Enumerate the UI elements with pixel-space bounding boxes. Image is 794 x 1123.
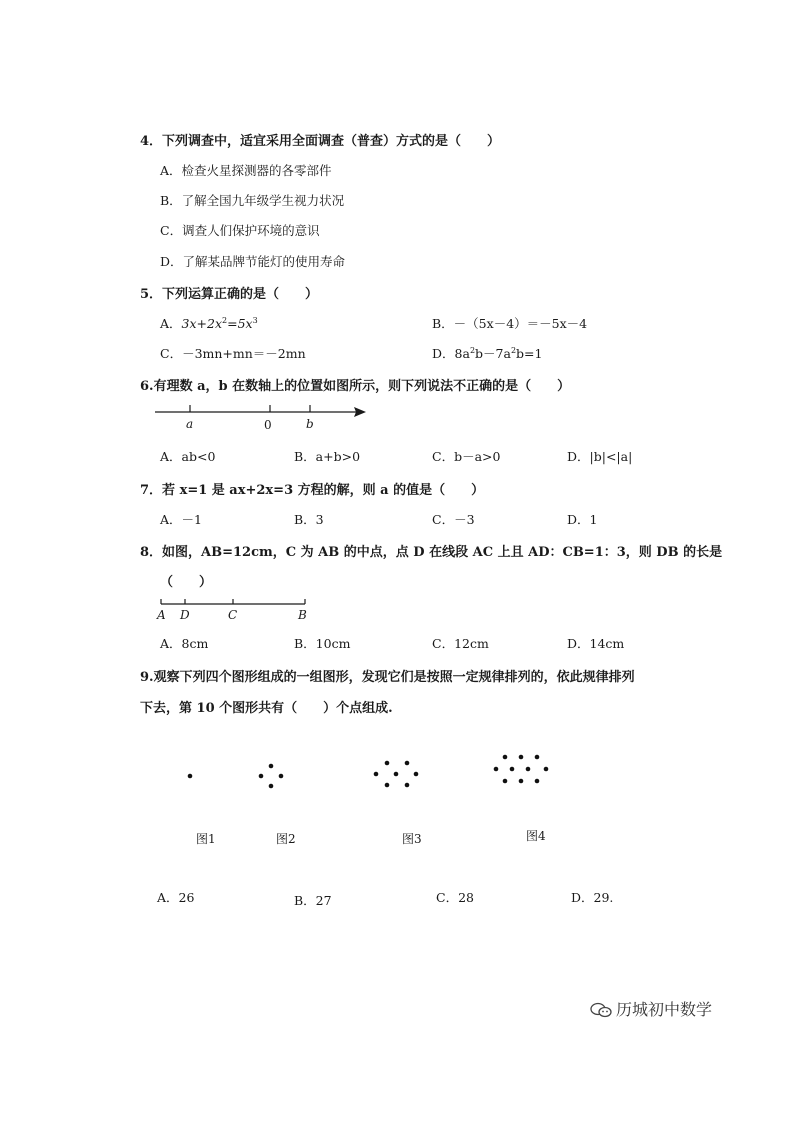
q6-option-a: A．ab<0 xyxy=(160,449,216,464)
q6-option-c: C．b－a>0 xyxy=(432,449,501,464)
q8-option-d: D．14cm xyxy=(567,636,625,651)
q5-stem: 5．下列运算正确的是（ ） xyxy=(140,287,319,302)
q7-option-c: C．－3 xyxy=(432,512,475,527)
figure4-dot xyxy=(526,767,531,772)
figure3-dot xyxy=(405,761,410,766)
q8-option-a: A．8cm xyxy=(160,636,209,651)
figure4-dot xyxy=(503,755,508,760)
figure4-dot xyxy=(519,755,524,760)
axis-label-zero: 0 xyxy=(264,418,272,432)
figure4-dot xyxy=(510,767,515,772)
watermark-text: 历城初中数学 xyxy=(616,1000,713,1019)
figure1-dot xyxy=(188,774,193,779)
figure3-caption: 图3 xyxy=(402,832,422,846)
figure3-dot xyxy=(405,783,410,788)
q5-option-d: D．$8a^2b-7a^2b=1$ xyxy=(432,346,543,361)
q9-option-b: B．27 xyxy=(294,893,332,908)
q9-option-c: C．28 xyxy=(436,890,474,905)
figure3-dot xyxy=(385,783,390,788)
q4-option-d: D．了解某品牌节能灯的使用寿命 xyxy=(160,254,346,269)
segment-label-b: B xyxy=(298,608,307,622)
q9-stem-line1: 9.观察下列四个图形组成的一组图形，发现它们是按照一定规律排列的，依此规律排列 xyxy=(140,670,635,685)
figure4-dot xyxy=(535,755,540,760)
figure4-dot xyxy=(519,779,524,784)
q8-option-b: B．10cm xyxy=(294,636,351,651)
q6-option-d: D．|b|<|a| xyxy=(567,449,633,464)
dot-figures xyxy=(188,755,549,789)
q9-option-a: A．26 xyxy=(157,890,195,905)
q4-option-b: B．了解全国九年级学生视力状况 xyxy=(160,193,345,208)
q8-stem: 8．如图，AB=12cm，C 为 AB 的中点，点 D 在线段 AC 上且 AD：CB=1：3，则 DB 的长是 xyxy=(140,545,723,560)
q9-option-d: D．29. xyxy=(571,890,614,905)
q7-option-d: D．1 xyxy=(567,512,598,527)
q4-option-c: C．调查人们保护环境的意识 xyxy=(160,223,320,238)
q6-option-b: B．a+b>0 xyxy=(294,449,361,464)
q5-option-b: B．－（5x－4）＝－5x－4 xyxy=(432,316,588,331)
figure2-caption: 图2 xyxy=(276,832,296,846)
figure3-dot xyxy=(394,772,399,777)
q7-option-a: A．－1 xyxy=(160,512,202,527)
figure2-dot xyxy=(269,784,274,789)
axis-label-a: a xyxy=(186,417,194,431)
q7-stem: 7．若 x=1 是 ax+2x=3 方程的解，则 a 的值是（ ） xyxy=(140,483,485,498)
figure1-caption: 图1 xyxy=(196,832,216,846)
q5-option-a: A．$3x+2x^2=5x^3$ xyxy=(160,316,258,331)
figure4-dot xyxy=(535,779,540,784)
segment-label-d: D xyxy=(180,608,190,622)
segment-label-c: C xyxy=(228,608,238,622)
q8-option-c: C．12cm xyxy=(432,636,489,651)
figure4-dot xyxy=(544,767,549,772)
axis-label-b: b xyxy=(306,417,314,431)
q5-option-c: C．－3mn+mn＝－2mn xyxy=(160,346,306,361)
q7-option-b: B．3 xyxy=(294,512,324,527)
q6-stem: 6.有理数 a，b 在数轴上的位置如图所示，则下列说法不正确的是（ ） xyxy=(140,379,571,394)
q9-stem-line2: 下去，第 10 个图形共有（ ）个点组成. xyxy=(140,701,393,716)
figure4-dot xyxy=(494,767,499,772)
figure2-dot xyxy=(259,774,264,779)
q8-stem-paren: （ ） xyxy=(160,575,213,590)
figure3-dot xyxy=(385,761,390,766)
segment-label-a: A xyxy=(157,608,166,622)
figure2-dot xyxy=(269,764,274,769)
figure3-dot xyxy=(414,772,419,777)
arrow-head-icon xyxy=(354,407,366,417)
figure3-dot xyxy=(374,772,379,777)
figure2-dot xyxy=(279,774,284,779)
q4-stem: 4．下列调查中，适宜采用全面调查（普查）方式的是（ ） xyxy=(140,134,501,149)
figure4-caption: 图4 xyxy=(526,829,546,843)
wechat-icon xyxy=(590,1002,612,1018)
watermark xyxy=(590,997,712,1020)
figure4-dot xyxy=(503,779,508,784)
q4-option-a: A．检查火星探测器的各零部件 xyxy=(160,163,332,178)
